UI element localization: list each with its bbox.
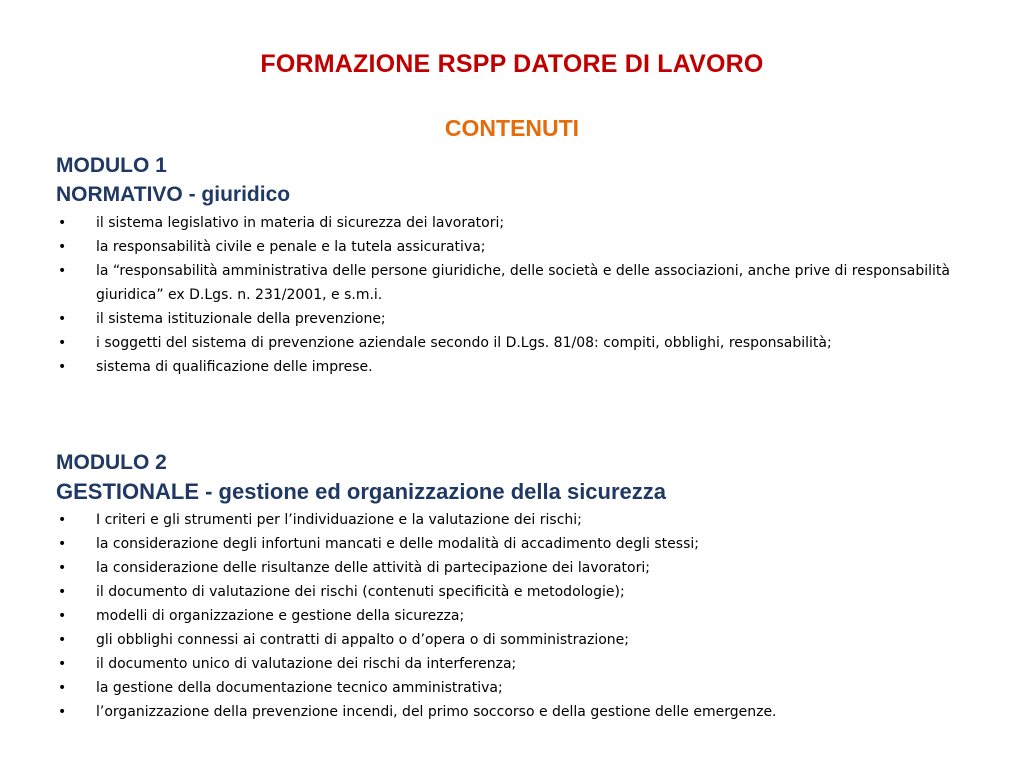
module-1-list: [56, 211, 976, 379]
slide-title: FORMAZIONE RSPP DATORE DI LAVORO: [260, 50, 764, 78]
bullet-icon: •: [58, 359, 67, 375]
list-item-text: gli obblighi connessi ai contratti di appalto o d’opera o di somministrazione;: [96, 632, 629, 648]
list-item-text: la considerazione degli infortuni mancati e delle modalità di accadimento degli stessi;: [96, 536, 699, 552]
list-item-text: sistema di qualificazione delle imprese.: [96, 359, 373, 375]
bullet-icon: •: [58, 632, 67, 648]
list-item: [56, 700, 976, 724]
bullet-icon: •: [58, 704, 67, 720]
list-item-text: il documento di valutazione dei rischi (contenuti specificità e metodologie);: [96, 584, 625, 600]
list-item: [56, 235, 976, 259]
bullet-icon: •: [58, 311, 67, 327]
module-2-number: MODULO 2: [56, 451, 167, 474]
bullet-icon: •: [58, 608, 67, 624]
list-item: [56, 307, 976, 331]
list-item-text: la gestione della documentazione tecnico amministrativa;: [96, 680, 503, 696]
list-item: [56, 676, 976, 700]
bullet-icon: •: [58, 239, 67, 255]
module-2-title: GESTIONALE - gestione ed organizzazione della sicurezza: [56, 479, 667, 504]
list-item-text: la “responsabilità amministrativa delle persone giuridiche, delle società e delle associazioni, anche prive di responsabilità giuridica” ex D.Lgs. n. 231/2001, e s.m.i.: [96, 263, 950, 303]
bullet-icon: •: [58, 536, 67, 552]
list-item: [56, 556, 976, 580]
list-item-text: il sistema istituzionale della prevenzione;: [96, 311, 386, 327]
list-item-text: la responsabilità civile e penale e la tutela assicurativa;: [96, 239, 486, 255]
list-item-text: i soggetti del sistema di prevenzione aziendale secondo il D.Lgs. 81/08: compiti, obblighi, responsabilità;: [96, 335, 832, 351]
bullet-icon: •: [58, 512, 67, 528]
module-2-section: [56, 448, 976, 724]
module-2-list: [56, 508, 976, 724]
module-1-section: [56, 151, 976, 379]
list-item: [56, 211, 976, 235]
list-item: [56, 355, 976, 379]
list-item-text: il documento unico di valutazione dei rischi da interferenza;: [96, 656, 517, 672]
list-item: [56, 508, 976, 532]
bullet-icon: •: [58, 263, 67, 279]
bullet-icon: •: [58, 560, 67, 576]
bullet-icon: •: [58, 335, 67, 351]
list-item: [56, 580, 976, 604]
list-item-text: I criteri e gli strumenti per l’individuazione e la valutazione dei rischi;: [96, 512, 582, 528]
bullet-icon: •: [58, 584, 67, 600]
list-item: [56, 532, 976, 556]
module-1-title: NORMATIVO - giuridico: [56, 183, 291, 206]
bullet-icon: •: [58, 215, 67, 231]
list-item: [56, 604, 976, 628]
list-item: [56, 259, 976, 307]
bullet-icon: •: [58, 680, 67, 696]
list-item-text: l’organizzazione della prevenzione incendi, del primo soccorso e della gestione delle emergenze.: [96, 704, 777, 720]
list-item: [56, 331, 976, 355]
list-item: [56, 652, 976, 676]
list-item: [56, 628, 976, 652]
bullet-icon: •: [58, 656, 67, 672]
list-item-text: la considerazione delle risultanze delle attività di partecipazione dei lavoratori;: [96, 560, 650, 576]
list-item-text: modelli di organizzazione e gestione della sicurezza;: [96, 608, 465, 624]
slide-subtitle: CONTENUTI: [444, 115, 580, 141]
list-item-text: il sistema legislativo in materia di sicurezza dei lavoratori;: [96, 215, 505, 231]
module-1-number: MODULO 1: [56, 154, 167, 177]
